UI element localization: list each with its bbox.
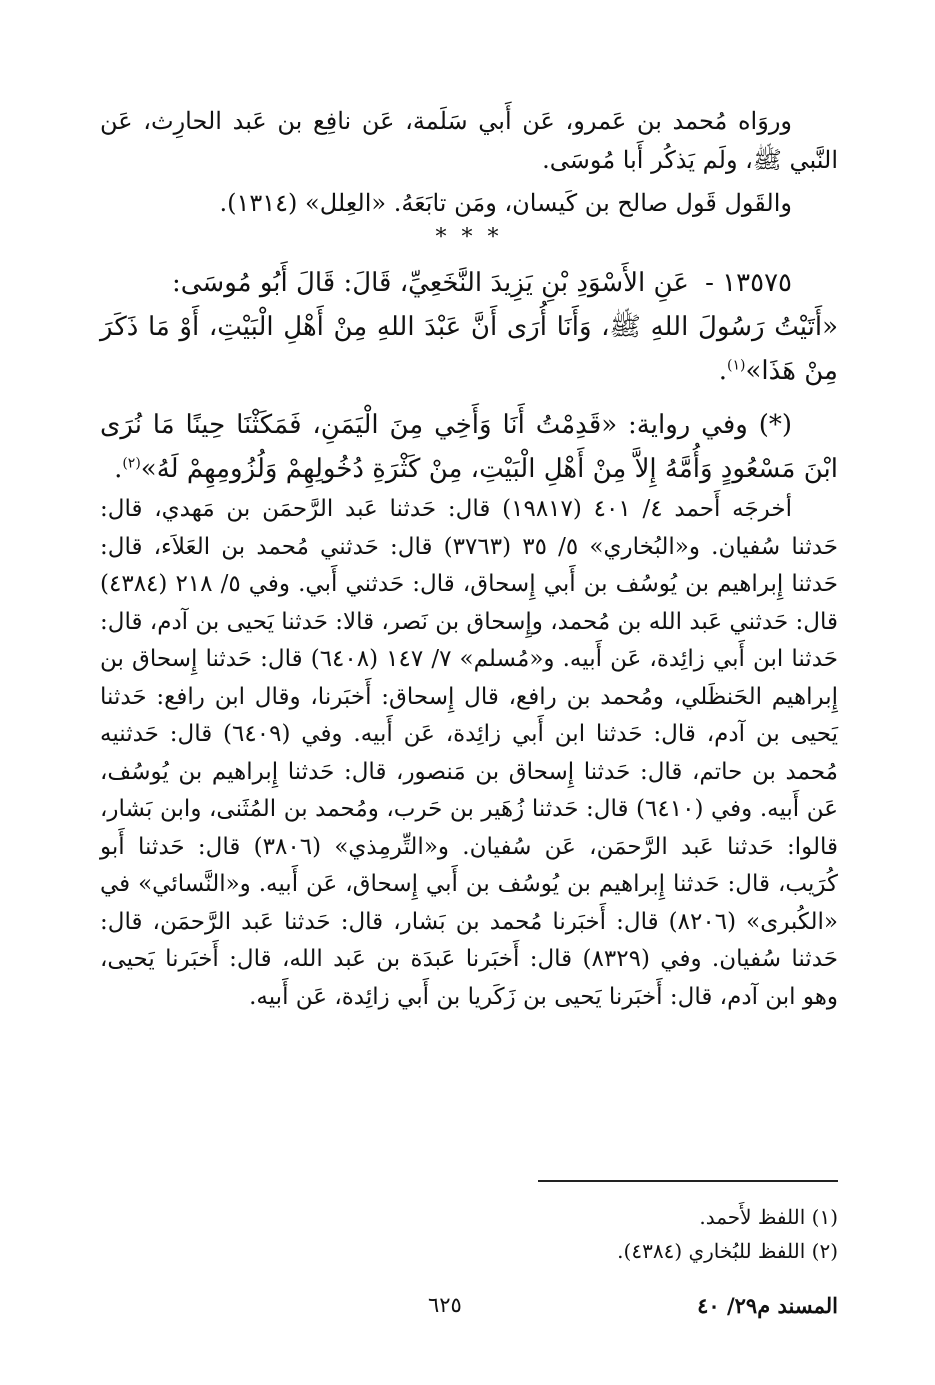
hadith-heading <box>100 261 838 305</box>
hadith-matn: «أَتَيْتُ رَسُولَ اللهِ ﷺ، وَأَنَا أُرَى أَنَّ عَبْدَ اللهِ مِنْ أَهْلِ الْبَيْتِ، أَوْ مَا ذَكَرَ مِنْ هَذَا»$^{(١)}$. <box>100 312 838 386</box>
footnote-1: (١) اللفظ لأَحمد. <box>699 1205 838 1229</box>
conclusion-paragraph: والقَول قَول صالح بن كَيسان، ومَن تابَعَهُ. «العِلل» (١٣١٤). <box>219 189 792 217</box>
commentary-paragraph: وروَاه مُحمد بن عَمرو، عَن أَبي سَلَمة، عَن نافِع بن عَبد الحارِث، عَن النَّبي ﷺ، ولَم يَذكُر أَبا مُوسَى. <box>100 107 838 174</box>
takhrij-paragraph: أخرجَه أَحمد ٤/ ٤٠١ (١٩٨١٧) قال: حَدثنا عَبد الرَّحمَن بن مَهدي، قال: حَدثنا سُفيان. و«البُخاري» ٥/ ٣٥ (٣٧٦٣) قال: حَدثني مُحمد بن العَلاَء، قال: حَدثنا إِبراهيم بن يُوسُف بن أَبي إِسحاق، قال: حَدثني أَبي. وفي ٥/ ٢١٨ (٤٣٨٤) قال: حَدثني عَبد الله بن مُحمد، وإِسحاق بن نَصر، قالا: حَدثنا يَحيى بن آدم، قال: حَدثنا ابن أَبي زائِدة، عَن أَبيه. و«مُسلم» ٧/ ١٤٧ (٦٤٠٨) قال: حَدثنا إِسحاق بن إِبراهيم الحَنظَلي، ومُحمد بن رافع، قال إِسحاق: أَخبَرنا، وقال ابن رافع: حَدثنا يَحيى بن آدم، قال: حَدثنا ابن أَبي زائِدة، عَن أَبيه. وفي (٦٤٠٩) قال: حَدثنيه مُحمد بن حاتم، قال: حَدثنا إِسحاق بن مَنصور، قال: حَدثنا إِبراهيم بن يُوسُف، عَن أَبيه. وفي (٦٤١٠) قال: حَدثنا زُهَير بن حَرب، ومُحمد بن المُثَنى، وابن بَشار، قالوا: حَدثنا عَبد الرَّحمَن، عَن سُفيان. و«التِّرمِذي» (٣٨٠٦) قال: حَدثنا أَبو كُرَيب، قال: حَدثنا إِبراهيم بن يُوسُف بن أَبي إِسحاق، عَن أَبيه. و«النَّسائي» في «الكُبرى» (٨٢٠٦) قال: أَخبَرنا مُحمد بن بَشار، قال: حَدثنا عَبد الرَّحمَن، قال: حَدثنا سُفيان. وفي (٨٣٢٩) قال: أَخبَرنا عَبدَة بن عَبد الله، قال: أَخبَرنا يَحيى، وهو ابن آدم، قال: أَخبَرنا يَحيى بن زَكَريا بن أَبي زائِدة، عَن أَبيه. <box>100 496 839 1010</box>
spacer <box>100 393 838 403</box>
page-body <box>100 102 838 1016</box>
page-footer <box>100 1293 838 1333</box>
alternate-narration: (*) وفي رواية: «قَدِمْتُ أَنَا وَأَخِي مِنَ الْيَمَنِ، فَمَكَثْنَا حِينًا مَا نُرَى ابْنَ مَسْعُودٍ وَأُمَّهُ إِلاَّ مِنْ أَهْلِ الْبَيْتِ، مِنْ كَثْرَةِ دُخُولِهِمْ وَلُزُومِهِمْ لَهُ»$^{(٢)}$. <box>100 410 838 484</box>
hadith-chain: عَنِ الأَسْوَدِ بْنِ يَزِيدَ النَّخَعِيِّ، قَالَ: قَالَ أَبُو مُوسَى: <box>171 268 689 298</box>
page-number: ٦٢٥ <box>428 1293 462 1317</box>
footnote-2: (٢) اللفظ للبُخاري (٤٣٨٤). <box>617 1239 838 1263</box>
footnote-ref-1: (١) <box>727 357 746 374</box>
footnote-divider <box>538 1180 838 1182</box>
section-divider: * * * <box>435 225 503 250</box>
footnote-ref-2: (٢) <box>122 455 141 472</box>
narration-text: (*) وفي رواية: «قَدِمْتُ أَنَا وَأَخِي مِنَ الْيَمَنِ، فَمَكَثْنَا حِينًا مَا نُرَى ابْنَ مَسْعُودٍ وَأُمَّهُ إِلاَّ مِنْ أَهْلِ الْبَيْتِ، مِنْ كَثْرَةِ دُخُولِهِمْ وَلُزُومِهِمْ لَهُ» <box>100 410 838 484</box>
volume-signature: المسند م٢٩/ ٤٠ <box>697 1293 838 1318</box>
hadith-text: «أَتَيْتُ رَسُولَ اللهِ ﷺ، وَأَنَا أُرَى أَنَّ عَبْدَ اللهِ مِنْ أَهْلِ الْبَيْتِ، أَوْ مَا ذَكَرَ مِنْ هَذَا» <box>100 312 838 386</box>
hadith-number: ١٣٥٧٥ - <box>705 268 792 298</box>
footnotes <box>100 1200 838 1268</box>
